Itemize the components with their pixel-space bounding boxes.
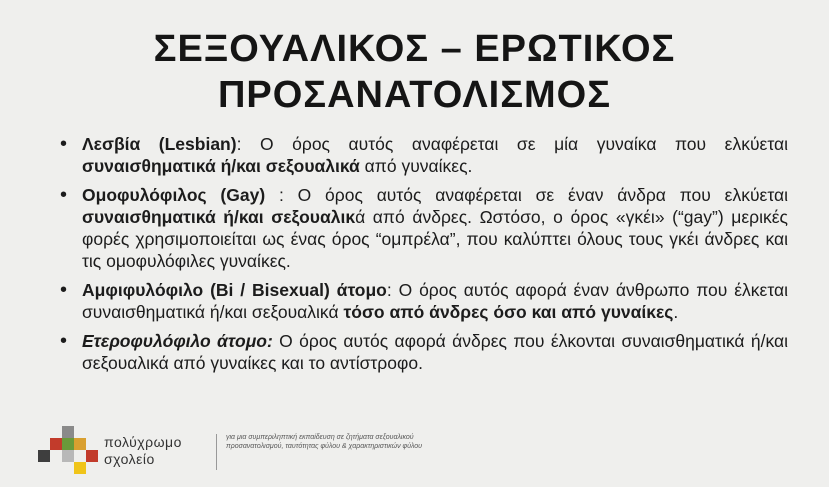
text-gay-2: ά από άνδρες. Ωστόσο, ο όρος «γκέι» (“gay”) μερικές φορές χρησιμοποιείται ως ένας όρος “ομπρέλα”, που καλύπτει όλους τους γκέι άνδρες και τις ομοφυλόφιλες γυναίκες. bbox=[82, 207, 788, 271]
bullet-lesbian bbox=[58, 133, 788, 177]
text-bisexual-2: . bbox=[673, 302, 679, 322]
logo-square bbox=[74, 438, 86, 450]
logo-square bbox=[62, 438, 74, 450]
emph-lesbian: συναισθηματικά ή/και σεξουαλικά bbox=[82, 156, 360, 176]
term-lesbian: Λεσβία (Lesbian) bbox=[82, 134, 237, 154]
logo-square bbox=[62, 450, 74, 462]
brand-name bbox=[104, 434, 182, 468]
logo-square bbox=[74, 462, 86, 474]
emph-gay: συναισθηματικά ή/και σεξουαλικ bbox=[82, 207, 356, 227]
brand-tagline: για μια συμπεριληπτική εκπαίδευση σε ζητήματα σεξουαλικού προσανατολισμού, ταυτότητας φύλου & χαρακτηριστικών φύλου bbox=[226, 434, 423, 450]
title-line-2: ΠΡΟΣΑΝΑΤΟΛΙΣΜΟΣ bbox=[217, 74, 612, 116]
text-bisexual-1: : Ο όρος αυτός αφορά έναν άνθρωπο που έλκεται συναισθηματικά ή/και σεξουαλικά bbox=[82, 280, 788, 322]
term-heterosexual: Ετεροφυλόφιλο άτομο: bbox=[82, 331, 273, 351]
logo-square bbox=[50, 438, 62, 450]
text-lesbian-1: : Ο όρος αυτός αναφέρεται σε μία γυναίκα που ελκύεται bbox=[236, 134, 788, 154]
footer-divider bbox=[216, 434, 217, 470]
bullet-heterosexual bbox=[58, 330, 788, 374]
brand-line-2: σχολείο bbox=[104, 451, 155, 467]
logo-square bbox=[86, 450, 98, 462]
footer bbox=[38, 420, 458, 480]
bullet-bisexual bbox=[58, 279, 788, 323]
logo-square bbox=[38, 450, 50, 462]
brand-line-1: πολύχρωμο bbox=[104, 434, 182, 450]
term-bisexual: Αμφιφυλόφιλο (Bi / Bisexual) άτομο bbox=[82, 280, 387, 300]
logo-square bbox=[62, 426, 74, 438]
emph-bisexual: τόσο από άνδρες όσο και από γυναίκες bbox=[343, 302, 674, 322]
bullet-gay bbox=[58, 184, 788, 272]
title-line-1: ΣΕΞΟΥΑΛΙΚΟΣ – ΕΡΩΤΙΚΟΣ bbox=[153, 28, 676, 70]
definition-list bbox=[58, 133, 788, 381]
term-gay: Ομοφυλόφιλος (Gay) bbox=[82, 185, 266, 205]
text-gay-1: : Ο όρος αυτός αναφέρεται σε έναν άνδρα που ελκύεται bbox=[265, 185, 788, 205]
colorful-squares-logo bbox=[38, 426, 98, 474]
slide-title bbox=[0, 26, 829, 118]
text-lesbian-2: από γυναίκες. bbox=[359, 156, 473, 176]
text-heterosexual-1: Ο όρος αυτός αφορά άνδρες που έλκονται συναισθηματικά ή/και σεξουαλικά από γυναίκες και το αντίστροφο. bbox=[82, 331, 788, 373]
